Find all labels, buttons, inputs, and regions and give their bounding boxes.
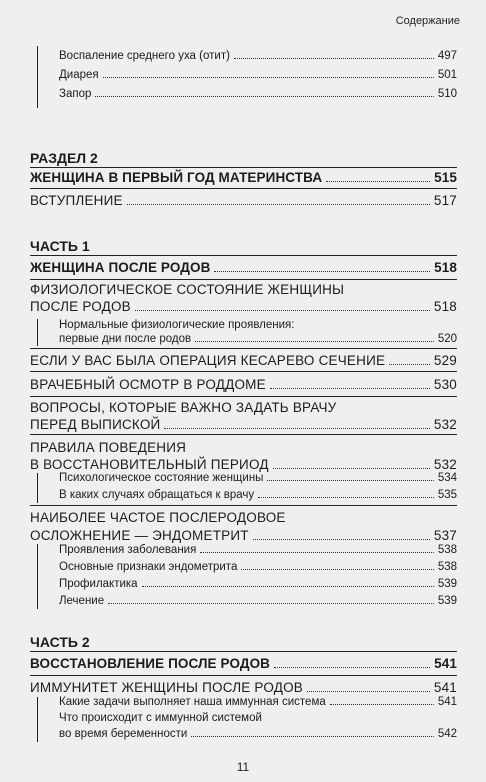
- toc-entry-line1[interactable]: ФИЗИОЛОГИЧЕСКОЕ СОСТОЯНИЕ ЖЕНЩИНЫ: [30, 282, 345, 297]
- part-label: ЧАСТЬ 2: [30, 634, 90, 650]
- left-bar: [37, 46, 38, 108]
- toc-entry-line1[interactable]: НАИБОЛЕЕ ЧАСТОЕ ПОСЛЕРОДОВОЕ: [30, 510, 286, 525]
- sub-entry[interactable]: Проявления заболевания 538: [59, 544, 457, 556]
- sub-entry-line1[interactable]: Нормальные физиологические проявления:: [59, 319, 295, 331]
- toc-entry-line1[interactable]: ПРАВИЛА ПОВЕДЕНИЯ: [30, 440, 187, 455]
- toc-entry[interactable]: ЕСЛИ У ВАС БЫЛА ОПЕРАЦИЯ КЕСАРЕВО СЕЧЕНИЕ 529: [30, 353, 457, 368]
- divider: [30, 255, 457, 256]
- left-bar: [37, 319, 38, 346]
- section-title-entry[interactable]: ЖЕНЩИНА В ПЕРВЫЙ ГОД МАТЕРИНСТВА 515: [30, 170, 457, 185]
- sub-entry[interactable]: Лечение 539: [59, 595, 457, 607]
- sub-entry[interactable]: первые дни после родов 520: [59, 333, 457, 345]
- sub-entry[interactable]: Основные признаки эндометрита 538: [59, 561, 457, 573]
- sub-entry-line1[interactable]: Что происходит с иммунной системой: [59, 712, 262, 724]
- sub-entry[interactable]: во время беременности 542: [59, 728, 457, 740]
- part-label: ЧАСТЬ 1: [30, 238, 90, 254]
- page-number: 11: [236, 760, 250, 774]
- toc-entry[interactable]: В ВОССТАНОВИТЕЛЬНЫЙ ПЕРИОД 532: [30, 457, 457, 472]
- divider: [30, 371, 457, 372]
- toc-entry[interactable]: Воспаление среднего уха (отит) 497: [59, 50, 457, 62]
- section-label: РАЗДЕЛ 2: [30, 150, 98, 166]
- divider: [30, 505, 457, 506]
- toc-entry[interactable]: Диарея 501: [59, 69, 457, 81]
- toc-entry[interactable]: ОСЛОЖНЕНИЕ — ЭНДОМЕТРИТ 537: [30, 528, 457, 543]
- divider: [30, 675, 457, 676]
- toc-entry[interactable]: ПЕРЕД ВЫПИСКОЙ 532: [30, 417, 457, 432]
- divider: [30, 651, 457, 652]
- divider: [30, 167, 457, 168]
- sub-entry[interactable]: В каких случаях обращаться к врачу 535: [59, 489, 457, 501]
- part-title-entry[interactable]: ВОССТАНОВЛЕНИЕ ПОСЛЕ РОДОВ 541: [30, 656, 457, 671]
- divider: [30, 348, 457, 349]
- toc-entry[interactable]: ВРАЧЕБНЫЙ ОСМОТР В РОДДОМЕ 530: [30, 377, 457, 392]
- sub-entry[interactable]: Какие задачи выполняет наша иммунная система 541: [59, 696, 457, 708]
- divider: [30, 279, 457, 280]
- left-bar: [37, 544, 38, 609]
- part-title-entry[interactable]: ЖЕНЩИНА ПОСЛЕ РОДОВ 518: [30, 260, 457, 275]
- left-bar: [37, 473, 38, 503]
- toc-entry[interactable]: ИММУНИТЕТ ЖЕНЩИНЫ ПОСЛЕ РОДОВ 541: [30, 680, 457, 695]
- toc-entry[interactable]: Запор 510: [59, 88, 457, 100]
- divider: [30, 188, 457, 189]
- sub-entry[interactable]: Профилактика 539: [59, 578, 457, 590]
- sub-entry[interactable]: Психологическое состояние женщины 534: [59, 472, 457, 484]
- left-bar: [37, 697, 38, 742]
- divider: [30, 396, 457, 397]
- toc-entry[interactable]: ПОСЛЕ РОДОВ 518: [30, 299, 457, 314]
- toc-entry-line1[interactable]: ВОПРОСЫ, КОТОРЫЕ ВАЖНО ЗАДАТЬ ВРАЧУ: [30, 400, 337, 415]
- divider: [30, 434, 457, 435]
- running-header: Содержание: [395, 15, 460, 27]
- toc-entry[interactable]: ВСТУПЛЕНИЕ 517: [30, 193, 457, 208]
